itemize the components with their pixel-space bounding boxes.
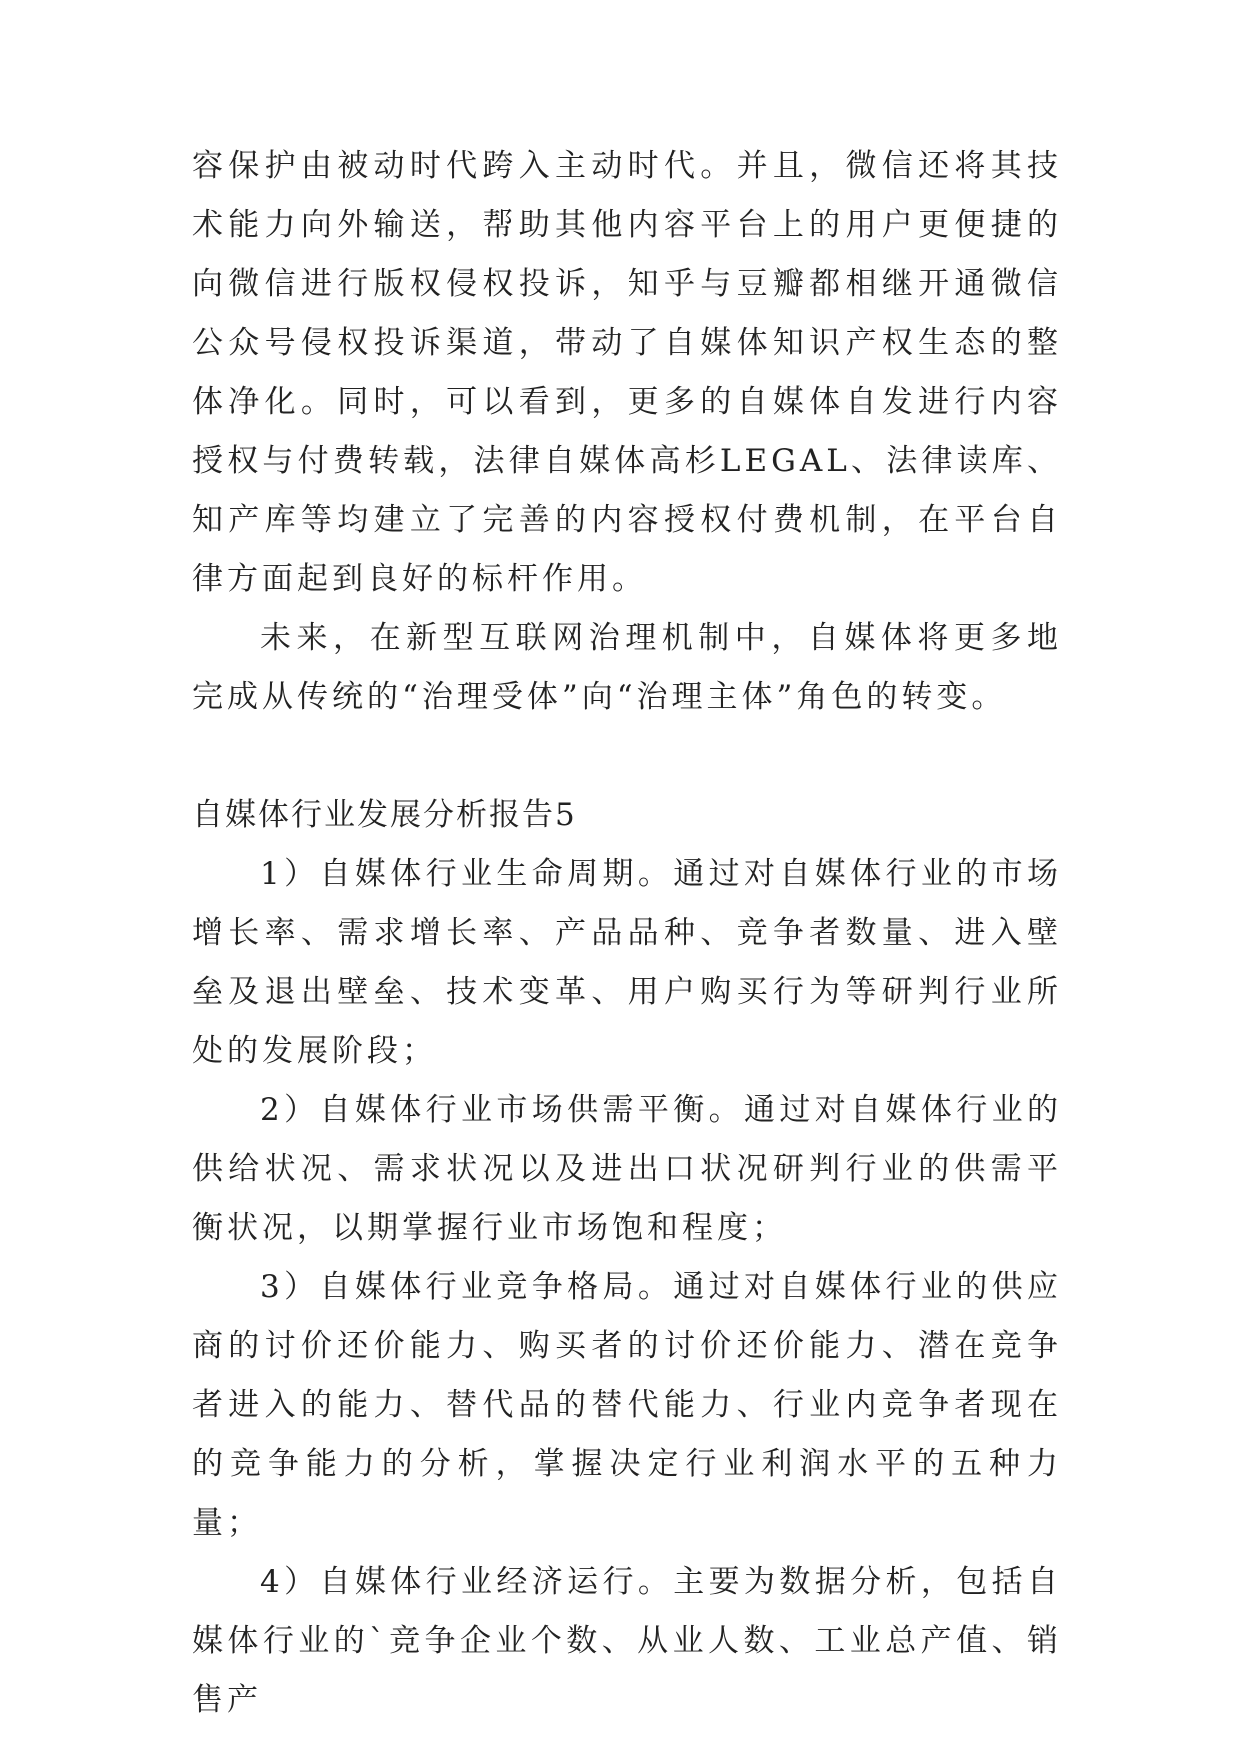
paragraph-continued: 容保护由被动时代跨入主动时代。并且，微信还将其技术能力向外输送，帮助其他内容平台上的用户更便捷的向微信进行版权侵权投诉，知乎与豆瓣都相继开通微信公众号侵权投诉渠道，带动了自媒体知识产权生态的整体净化。同时，可以看到，更多的自媒体自发进行内容授权与付费转载，法律自媒体高杉LEGAL、法律读库、知产库等均建立了完善的内容授权付费机制，在平台自律方面起到良好的标杆作用。 [192, 148, 1062, 597]
paragraph-future: 未来，在新型互联网治理机制中，自媒体将更多地完成从传统的“治理受体”向“治理主体”角色的转变。 [192, 620, 1062, 715]
paragraph-item-2: 2）自媒体行业市场供需平衡。通过对自媒体行业的供给状况、需求状况以及进出口状况研判行业的供需平衡状况，以期掌握行业市场饱和程度； [192, 1092, 1062, 1246]
section-title: 自媒体行业发展分析报告5 [192, 797, 577, 833]
document-body [192, 137, 1062, 1730]
paragraph-item-4: 4）自媒体行业经济运行。主要为数据分析，包括自媒体行业的`竞争企业个数、从业人数、工业总产值、销售产 [192, 1564, 1062, 1718]
paragraph-item-3: 3）自媒体行业竞争格局。通过对自媒体行业的供应商的讨价还价能力、购买者的讨价还价能力、潜在竞争者进入的能力、替代品的替代能力、行业内竞争者现在的竞争能力的分析，掌握决定行业利润水平的五种力量； [192, 1269, 1062, 1541]
paragraph-item-1: 1）自媒体行业生命周期。通过对自媒体行业的市场增长率、需求增长率、产品品种、竞争者数量、进入壁垒及退出壁垒、技术变革、用户购买行为等研判行业所处的发展阶段； [192, 856, 1062, 1069]
